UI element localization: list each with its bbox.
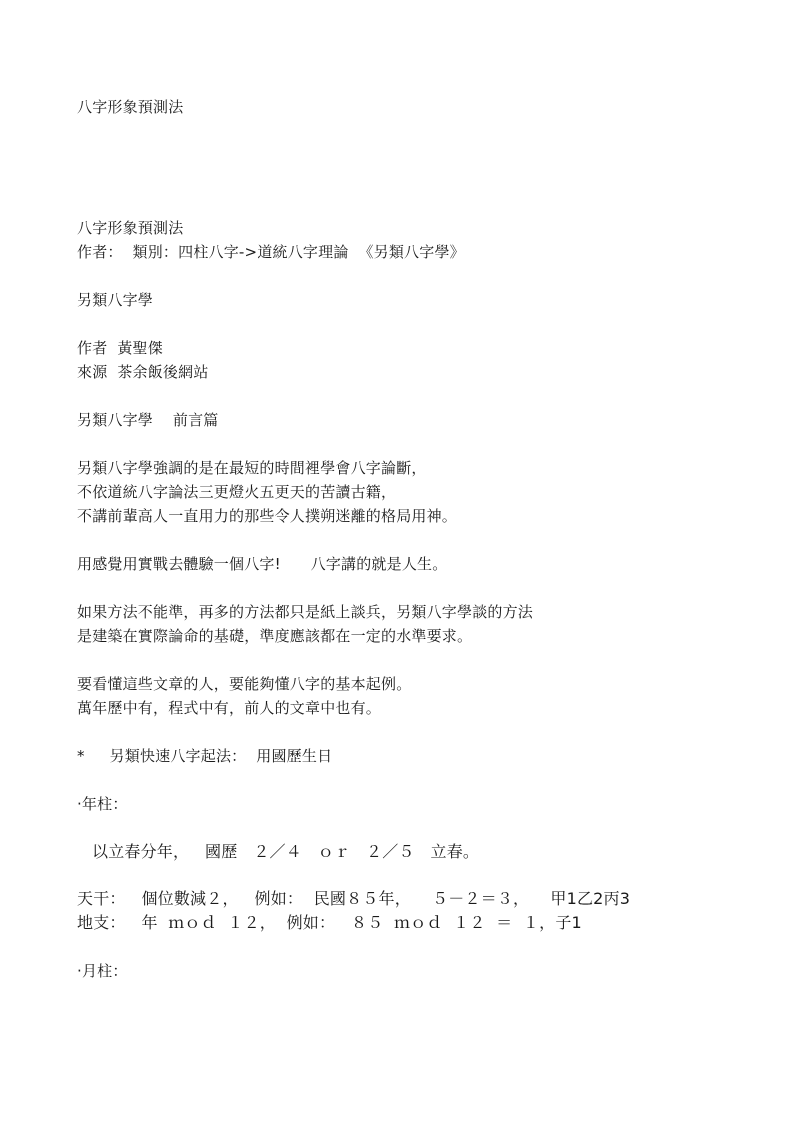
method-line: 如果方法不能準，再多的方法都只是紙上談兵，另類八字學談的方法 [77, 603, 534, 621]
feel-line: 用感覺用實戰去體驗一個八字! 八字講的就是人生。 [77, 555, 448, 573]
top-title: 八字形象預測法 [77, 98, 184, 116]
book-title: 另類八字學 [77, 291, 154, 309]
tiangan-line: 天干： 個位數減２， 例如： 民國８５年， ５－２＝３， 甲1乙2丙3 [77, 889, 631, 908]
prereq-line: 要看懂這些文章的人，要能夠懂八字的基本起例。 [77, 675, 412, 693]
prereq-line: 萬年歷中有，程式中有，前人的文章中也有。 [77, 699, 382, 717]
quick-method-heading: * 另類快速八字起法： 用國歷生日 [77, 747, 333, 765]
source-line: 來源 茶余飯後網站 [77, 363, 209, 381]
method-line: 是建築在實際論命的基礎，準度應該都在一定的水準要求。 [77, 627, 473, 645]
section-heading: 另類八字學 前言篇 [77, 411, 219, 429]
intro-line: 另類八字學強調的是在最短的時間裡學會八字論斷， [77, 459, 427, 477]
year-pillar-label: ·年柱： [77, 795, 128, 813]
author-line: 作者 黃聖傑 [77, 339, 163, 357]
doc-title: 八字形象預測法 [77, 219, 184, 237]
meta-line: 作者： 類別：四柱八字->道統八字理論 《另類八字學》 [77, 243, 465, 261]
year-rule: 以立春分年， 國歷 ２／４ ｏｒ ２／５ 立春。 [92, 842, 480, 861]
dizhi-line: 地支： 年 ｍｏｄ １２， 例如： ８５ ｍｏｄ １２ ＝ １，子1 [77, 913, 582, 932]
month-pillar-label: ·月柱： [77, 962, 128, 980]
intro-line: 不講前輩高人一直用力的那些令人撲朔迷離的格局用神。 [77, 507, 458, 525]
intro-line: 不依道統八字論法三更燈火五更天的苦讀古籍， [77, 483, 397, 501]
